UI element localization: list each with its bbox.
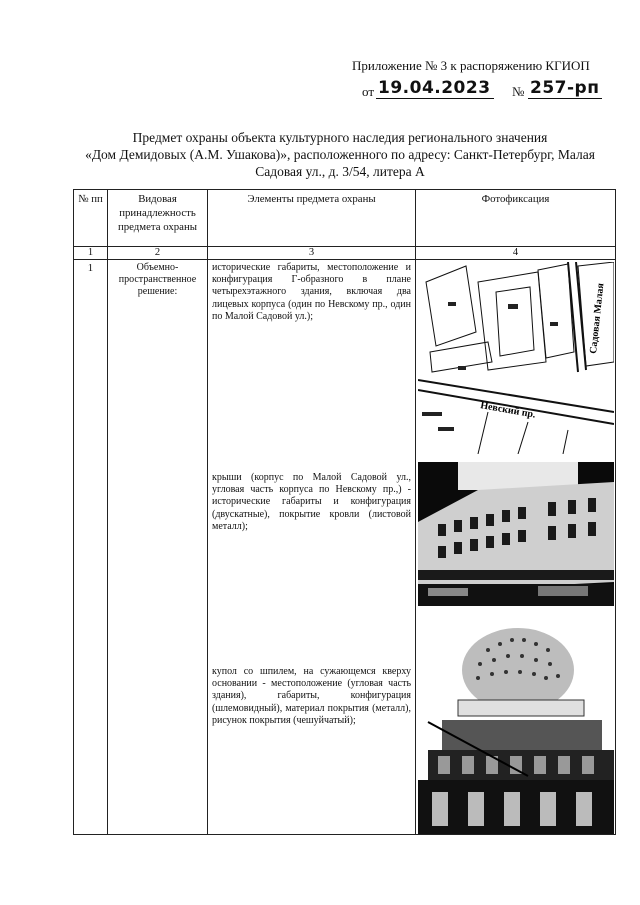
date-underline: [376, 98, 494, 99]
title-line-1: Предмет охраны объекта культурного наследия регионального значения: [132, 130, 548, 145]
protection-table: [73, 189, 616, 835]
handwritten-number: 257-рп: [530, 78, 600, 98]
handwritten-date: 19.04.2023: [378, 78, 491, 98]
map-label-street: Невский пр.: [479, 400, 537, 421]
title-line-2: «Дом Демидовых (А.М. Ушакова)», расположенного по адресу: Санкт-Петербург, Малая: [85, 147, 595, 162]
title-line-3: Садовая ул., д. 3/54, литера А: [255, 164, 425, 179]
row-type: Объемно-пространственное решение:: [108, 260, 208, 835]
building-photo: [418, 462, 614, 606]
row-photos: [416, 260, 616, 835]
col-number: 1: [74, 247, 108, 260]
col-number: 3: [208, 247, 416, 260]
col-number: 2: [108, 247, 208, 260]
row-number: 1: [74, 260, 108, 835]
cadastral-map-image: [418, 262, 614, 454]
element-item: исторические габариты, местоположение и конфигурация Г-образного в плане четырехэтажного здания, включая два лицевых корпуса (один по Невскому пр., один по Малой Садовой ул.);: [212, 262, 411, 322]
row-elements: [208, 260, 416, 835]
table-header-row: [74, 190, 616, 247]
appendix-reference: Приложение № 3 к распоряжению КГИОП: [352, 58, 590, 73]
header-elements: Элементы предмета охраны: [208, 190, 416, 247]
header-type: Видовая принадлежность предмета охраны: [108, 190, 208, 247]
table-row: [74, 260, 616, 835]
number-underline: [528, 98, 602, 99]
col-number: 4: [416, 247, 616, 260]
date-prefix: от: [362, 84, 375, 99]
element-item: крыши (корпус по Малой Садовой ул., угловая часть корпуса по Невскому пр.,) - исторические габариты и конфигурация (двускатные), покрытие кровли (листовой металл);: [212, 472, 411, 532]
element-item: купол со шпилем, на сужающемся кверху основании - местоположение (угловая часть здания), габариты, конфигурация (шлемовидный), материал покрытия (металл), рисунок покрытия (чешуйчатый);: [212, 666, 411, 726]
column-number-row: [74, 247, 616, 260]
dome-photo: [418, 620, 614, 834]
number-prefix: №: [512, 84, 525, 99]
order-date-number: [362, 80, 602, 102]
document-title: [80, 129, 600, 180]
map-label-street: Садовая Малая: [588, 282, 607, 355]
header-number: № пп: [74, 190, 108, 247]
header-photo: Фотофиксация: [416, 190, 616, 247]
